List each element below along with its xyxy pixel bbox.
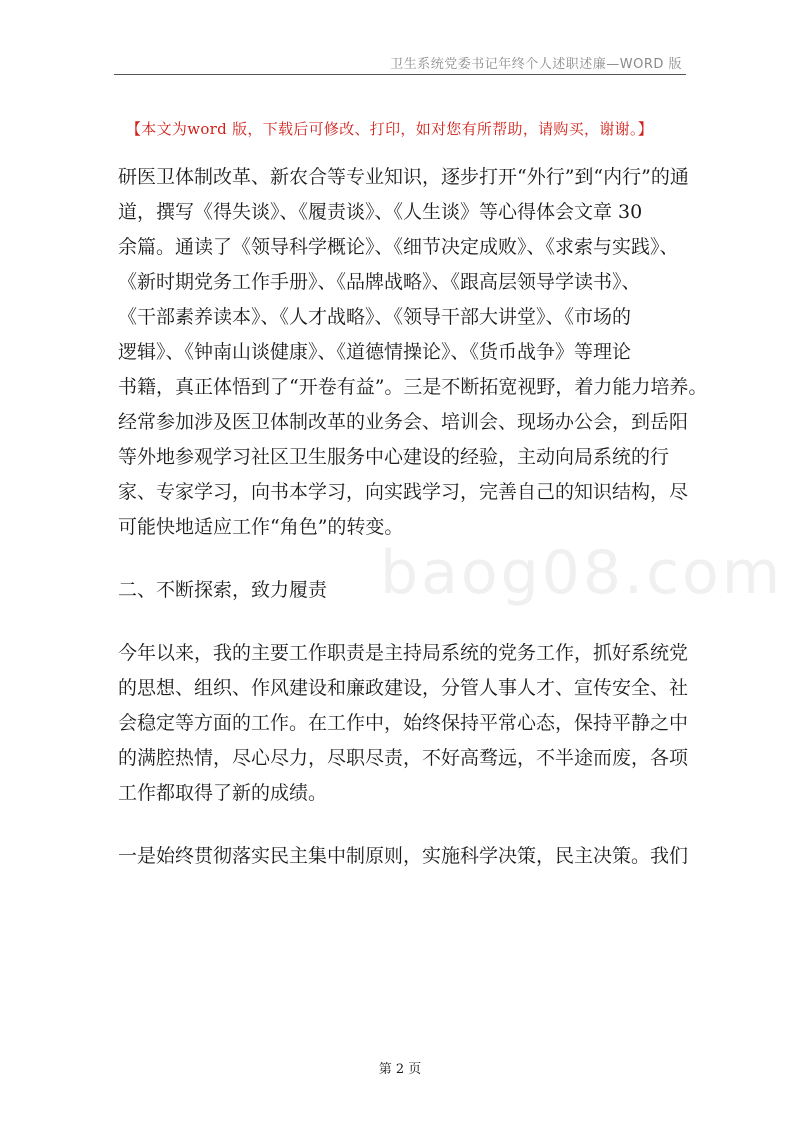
page-number: 第 2 页 <box>378 1062 422 1077</box>
text-line: 的满腔热情，尽心尽力，尽职尽责，不好高骛远，不半途而废，各项 <box>118 747 689 769</box>
text-line: 一是始终贯彻落实民主集中制原则，实施科学决策，民主决策。我们 <box>118 845 689 867</box>
purchase-notice: 【本文为word 版，下载后可修改、打印，如对您有所帮助，请购买，谢谢。】 <box>126 120 654 138</box>
text-line: 会稳定等方面的工作。在工作中，始终保持平常心态，保持平静之中 <box>118 712 689 734</box>
text-line: 今年以来，我的主要工作职责是主持局系统的党务工作，抓好系统党 <box>118 642 689 664</box>
body-text <box>118 160 708 874</box>
text-line: 书籍，真正体悟到了“开卷有益”。三是不断拓宽视野，着力能力培养。 <box>118 376 708 398</box>
paragraph-gap <box>118 811 688 839</box>
text-line: 逻辑》、《钟南山谈健康》、《道德情操论》、《货币战争》等理论 <box>118 341 632 363</box>
running-header: 卫生系统党委书记年终个人述职述廉—WORD 版 <box>390 57 682 72</box>
text-line: 《新时期党务工作手册》、《品牌战略》、《跟高层领导学读书》、 <box>118 271 641 293</box>
paragraph-gap <box>118 608 688 636</box>
watermark: baog08.com <box>380 538 784 608</box>
text-line: 二、不断探索，致力履责 <box>118 579 328 601</box>
text-line: 可能快地适应工作“角色”的转变。 <box>118 516 404 538</box>
text-line: 的思想、组织、作风建设和廉政建设，分管人事人才、宣传安全、社 <box>118 677 689 699</box>
text-line: 道，撰写《得失谈》、《履责谈》、《人生谈》等心得体会文章 30 <box>118 201 643 223</box>
text-line: 研医卫体制改革、新农合等专业知识，逐步打开“外行”到“内行”的通 <box>118 166 689 188</box>
section-heading <box>118 573 688 608</box>
text-line: 工作都取得了新的成绩。 <box>118 782 328 804</box>
text-line: 等外地参观学习社区卫生服务中心建设的经验，主动向局系统的行 <box>118 446 670 468</box>
text-line: 家、专家学习，向书本学习，向实践学习，完善自己的知识结构，尽 <box>118 481 689 503</box>
text-line: 余篇。通读了《领导科学概论》、《细节决定成败》、《求索与实践》、 <box>118 236 679 258</box>
paragraph-gap <box>118 545 688 573</box>
text-line: 《干部素养读本》、《人才战略》、《领导干部大讲堂》、《市场的 <box>118 306 632 328</box>
paragraph <box>118 636 688 811</box>
paragraph <box>118 839 688 874</box>
header-rule <box>114 74 686 75</box>
paragraph <box>118 160 708 545</box>
text-line: 经常参加涉及医卫体制改革的业务会、培训会、现场办公会，到岳阳 <box>118 411 689 433</box>
